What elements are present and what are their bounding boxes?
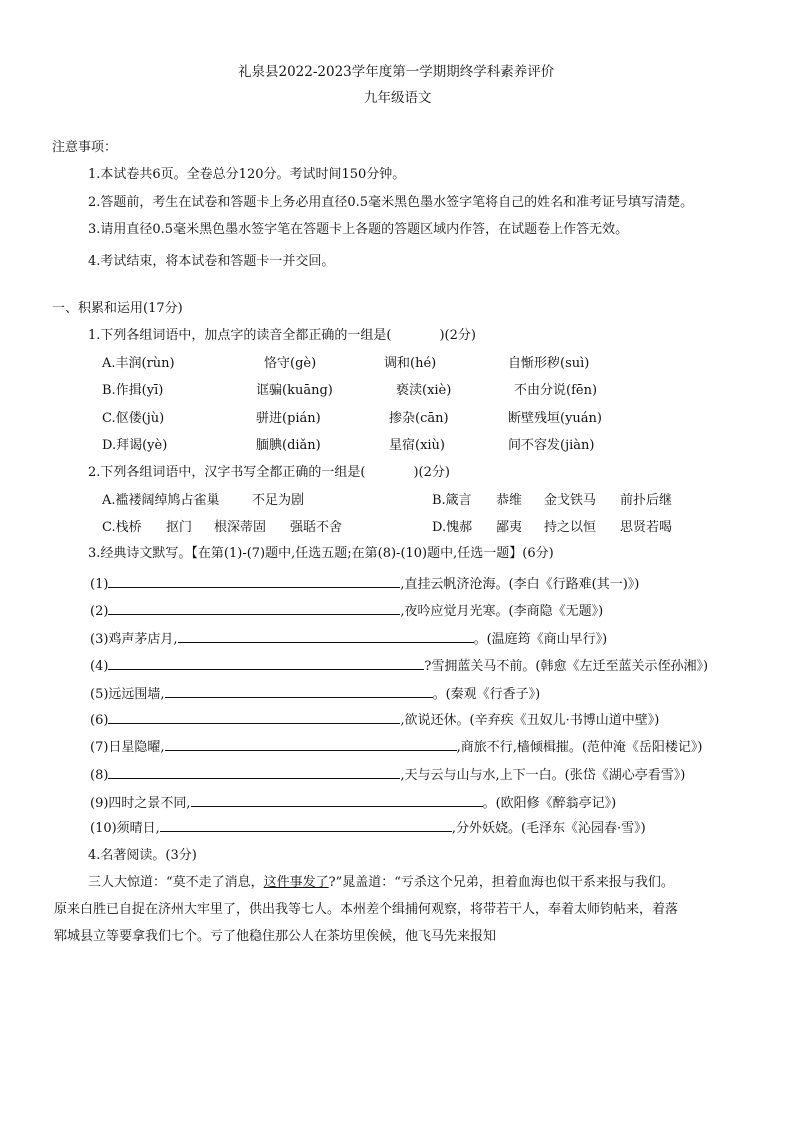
q3-line-source: 。(秦观《行香子》) (432, 687, 541, 702)
q3-line-6 (90, 710, 659, 729)
q3-line-source: ,分外妖娆。(毛泽东《沁园春·雪》) (451, 821, 646, 836)
q2-option-d2: 鄙夷 (496, 520, 523, 535)
q2-option-b4: 前扑后继 (620, 493, 673, 508)
q2-option-c3: 根深蒂固 (214, 520, 267, 535)
q1-option-b4: 不由分说(fēn) (514, 383, 598, 398)
q2-stem-pre: 2.下列各组词语中，汉字书写全都正确的一组是( (88, 465, 366, 480)
q3-line-9 (90, 793, 616, 812)
q1-option-b3: 亵渎(xiè) (396, 383, 452, 398)
q1-option-b1: B.作揖(yī) (102, 383, 164, 398)
q4-underlined-phrase: 这件事发了 (263, 875, 329, 890)
q3-line-source: 。(温庭筠《商山早行》) (473, 632, 608, 647)
q2-option-a2: 不足为剧 (252, 493, 305, 508)
exam-title: 礼泉县2022-2023学年度第一学期期终学科素养评价 (238, 64, 555, 80)
q3-line-label: (8) (90, 768, 109, 783)
q3-line-10 (90, 818, 646, 837)
q2-option-b1: B.箴言 (432, 493, 472, 508)
q1-option-c3: 掺杂(cān) (389, 411, 449, 426)
q1-option-c4: 断壁残垣(yuán) (508, 411, 602, 426)
q1-option-d1: D.拜谒(yè) (102, 438, 168, 453)
q3-fill-blank[interactable] (165, 684, 433, 698)
q2-option-c1: C.栈桥 (102, 520, 142, 535)
q3-line-4 (90, 656, 708, 675)
q3-fill-blank[interactable] (178, 629, 474, 643)
q2-option-d1: D.愧郝 (432, 520, 473, 535)
q3-fill-blank[interactable] (108, 765, 400, 779)
q4-passage-line-3: 郓城县立等要拿我们七个。亏了他稳住那公人在茶坊里俟候，他飞马先来报知 (54, 929, 497, 944)
notice-item-2: 2.答题前，考生在试卷和答题卡上务必用直径0.5毫米黑色墨水签字笔将自己的姓名和准考证号填写清楚。 (88, 195, 694, 210)
q3-line-5 (90, 684, 540, 703)
q3-stem: 3.经典诗文默写。【在第(1)-(7)题中,任选五题;在第(8)-(10)题中,任选一题】(6分) (88, 546, 554, 561)
q2-stem (88, 465, 450, 481)
q3-line-2 (90, 601, 603, 620)
q3-line-8 (90, 765, 685, 784)
q3-line-source: ,夜吟应觉月光寒。(李商隐《无题》) (400, 604, 604, 619)
q3-fill-blank[interactable] (160, 818, 452, 832)
q3-line-label: (1) (90, 577, 109, 592)
q2-option-b2: 恭维 (496, 493, 523, 508)
q1-stem (88, 328, 476, 344)
q4-passage-line-2: 原来白胜已自捉在济州大牢里了，供出我等七人。本州差个缉捕何观察，将带若干人，奉着太师钧帖来，着落 (54, 902, 679, 917)
q3-line-label: (7)日星隐曜, (90, 740, 165, 755)
q2-option-d4: 思贤若喝 (620, 520, 673, 535)
q2-option-b3: 金戈铁马 (544, 493, 597, 508)
q3-line-label: (9)四时之景不同, (90, 796, 191, 811)
q3-line-label: (3)鸡声茅店月, (90, 632, 178, 647)
q3-line-3 (90, 629, 607, 648)
notice-item-4: 4.考试结束，将本试卷和答题卡一并交回。 (88, 254, 335, 269)
q3-line-label: (5)远远围墙, (90, 687, 165, 702)
q4-passage-text: ?”晁盖道：“亏杀这个兄弟，担着血海也似干系来报与我们。 (328, 875, 674, 890)
q1-option-c2: 骈进(pián) (256, 411, 321, 426)
q1-option-d4: 间不容发(jiàn) (508, 438, 595, 453)
q1-option-d2: 腼腆(diǎn) (256, 438, 321, 453)
q1-option-a3: 调和(hé) (384, 356, 437, 371)
q1-option-b2: 诓骗(kuāng) (256, 383, 333, 398)
q1-option-a2: 恪守(gè) (264, 356, 317, 371)
q1-option-d3: 星宿(xiù) (389, 438, 446, 453)
section-heading: 一、积累和运用(17分) (52, 301, 183, 316)
q3-fill-blank[interactable] (108, 601, 400, 615)
q3-line-label: (4) (90, 659, 109, 674)
q3-line-source: 。(欧阳修《醉翁亭记》) (482, 796, 617, 811)
q3-line-source: ?雪拥蓝关马不前。(韩愈《左迁至蓝关示侄孙湘》) (424, 659, 709, 674)
q2-option-c4: 强聒不舍 (290, 520, 343, 535)
notice-item-1: 1.本试卷共6页。全卷总分120分。考试时间150分钟。 (88, 167, 406, 182)
exam-subtitle: 九年级语文 (364, 90, 432, 106)
q3-fill-blank[interactable] (108, 656, 424, 670)
q3-line-label: (10)须晴日, (90, 821, 160, 836)
q1-option-c1: C.伛偻(jù) (102, 411, 165, 426)
q2-option-d3: 持之以恒 (544, 520, 597, 535)
notice-item-3: 3.请用直径0.5毫米黑色墨水签字笔在答题卡上各题的答题区域内作答，在试题卷上作答无效。 (88, 222, 629, 237)
q3-line-label: (6) (90, 713, 109, 728)
q4-stem: 4.名著阅读。(3分) (88, 848, 197, 863)
q2-option-c2: 抠门 (166, 520, 193, 535)
q3-line-7 (90, 737, 702, 756)
q2-option-a1: A.褴褛阔绰鸠占雀巢 (102, 493, 220, 508)
q2-stem-post: )(2分) (413, 465, 450, 480)
q3-fill-blank[interactable] (108, 710, 400, 724)
q3-fill-blank[interactable] (108, 574, 400, 588)
q3-fill-blank[interactable] (165, 737, 457, 751)
q3-line-source: ,直挂云帆济沧海。(李白《行路难(其一)》) (400, 577, 640, 592)
q3-line-1 (90, 574, 639, 593)
q3-line-label: (2) (90, 604, 109, 619)
q1-stem-post: )(2分) (439, 328, 476, 343)
q1-stem-pre: 1.下列各组词语中，加点字的读音全都正确的一组是( (88, 328, 392, 343)
q3-fill-blank[interactable] (191, 793, 483, 807)
q4-passage-line-1 (88, 875, 674, 891)
q3-line-source: ,欲说还休。(辛弃疾《丑奴儿·书博山道中壁》) (400, 713, 660, 728)
notice-heading: 注意事项： (52, 140, 118, 155)
q3-line-source: ,天与云与山与水,上下一白。(张岱《湖心亭看雪》) (400, 768, 686, 783)
q4-passage-text: 三人大惊道：“莫不走了消息， (88, 875, 264, 890)
q1-option-a4: 自惭形秽(suì) (508, 356, 590, 371)
q1-option-a1: A.丰润(rùn) (102, 356, 175, 371)
q3-line-source: ,商旅不行,樯倾楫摧。(范仲淹《岳阳楼记》) (456, 740, 703, 755)
